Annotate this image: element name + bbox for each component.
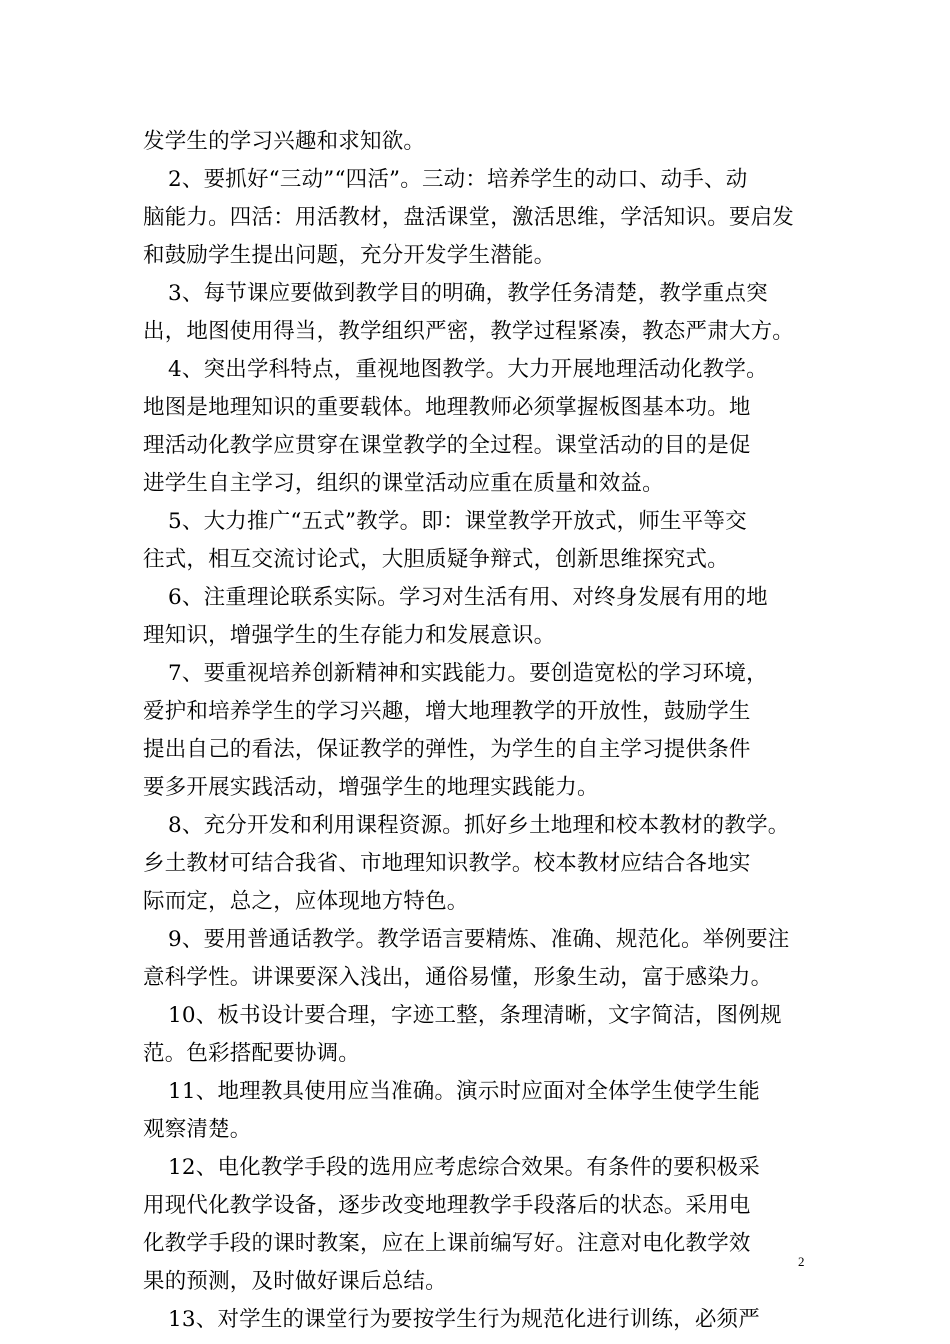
text-line: 5、大力推广“五式”教学。即：课堂教学开放式，师生平等交 bbox=[168, 509, 747, 534]
text-line: 果的预测，及时做好课后总结。 bbox=[143, 1269, 447, 1294]
text-line: 8、充分开发和利用课程资源。抓好乡土地理和校本教材的教学。 bbox=[168, 813, 790, 838]
text-line: 9、要用普通话教学。教学语言要精炼、准确、规范化。举例要注 bbox=[168, 927, 790, 952]
text-line: 3、每节课应要做到教学目的明确，教学任务清楚，教学重点突 bbox=[168, 281, 768, 306]
paragraph-5 bbox=[143, 503, 823, 579]
paragraph-11 bbox=[143, 1073, 823, 1149]
paragraph-8 bbox=[143, 807, 823, 921]
text-line: 爱护和培养学生的学习兴趣，增大地理教学的开放性，鼓励学生 bbox=[143, 699, 751, 724]
text-line: 范。色彩搭配要协调。 bbox=[143, 1041, 361, 1066]
text-line: 提出自己的看法，保证教学的弹性，为学生的自主学习提供条件 bbox=[143, 737, 751, 762]
paragraph-3 bbox=[143, 275, 823, 351]
text-line: 化教学手段的课时教案，应在上课前编写好。注意对电化教学效 bbox=[143, 1231, 751, 1256]
text-line: 和鼓励学生提出问题，充分开发学生潜能。 bbox=[143, 243, 556, 268]
paragraph-13 bbox=[143, 1301, 823, 1339]
paragraph-2 bbox=[143, 161, 823, 275]
text-line: 脑能力。四活：用活教材，盘活课堂，激活思维，学活知识。要启发 bbox=[143, 205, 795, 230]
text-line: 理活动化教学应贯穿在课堂教学的全过程。课堂活动的目的是促 bbox=[143, 433, 751, 458]
text-line: 发学生的学习兴趣和求知欲。 bbox=[143, 129, 426, 154]
text-line: 地图是地理知识的重要载体。地理教师必须掌握板图基本功。地 bbox=[143, 395, 751, 420]
text-line: 意科学性。讲课要深入浅出，通俗易懂，形象生动，富于感染力。 bbox=[143, 965, 773, 990]
text-line: 要多开展实践活动，增强学生的地理实践能力。 bbox=[143, 775, 599, 800]
text-line: 13、对学生的课堂行为要按学生行为规范化进行训练，必须严 bbox=[168, 1307, 760, 1332]
text-line: 6、注重理论联系实际。学习对生活有用、对终身发展有用的地 bbox=[168, 585, 768, 610]
text-line: 2、要抓好“三动”“四活”。三动：培养学生的动口、动手、动 bbox=[168, 167, 748, 192]
text-line: 10、板书设计要合理，字迹工整，条理清晰，文字简洁，图例规 bbox=[168, 1003, 782, 1028]
text-line: 11、地理教具使用应当准确。演示时应面对全体学生使学生能 bbox=[168, 1079, 760, 1104]
text-line: 理知识，增强学生的生存能力和发展意识。 bbox=[143, 623, 556, 648]
text-line: 7、要重视培养创新精神和实践能力。要创造宽松的学习环境， bbox=[168, 661, 768, 686]
paragraph-12 bbox=[143, 1149, 823, 1301]
body-text bbox=[143, 123, 823, 1339]
page-number: 2 bbox=[798, 1254, 805, 1269]
text-line: 用现代化教学设备，逐步改变地理教学手段落后的状态。采用电 bbox=[143, 1193, 751, 1218]
text-line: 际而定，总之，应体现地方特色。 bbox=[143, 889, 469, 914]
text-line: 观察清楚。 bbox=[143, 1117, 252, 1142]
paragraph-9 bbox=[143, 921, 823, 997]
paragraph bbox=[143, 123, 823, 161]
paragraph-10 bbox=[143, 997, 823, 1073]
text-line: 进学生自主学习，组织的课堂活动应重在质量和效益。 bbox=[143, 471, 664, 496]
text-line: 往式，相互交流讨论式，大胆质疑争辩式，创新思维探究式。 bbox=[143, 547, 729, 572]
paragraph-6 bbox=[143, 579, 823, 655]
paragraph-7 bbox=[143, 655, 823, 807]
text-line: 4、突出学科特点，重视地图教学。大力开展地理活动化教学。 bbox=[168, 357, 768, 382]
text-line: 乡土教材可结合我省、市地理知识教学。校本教材应结合各地实 bbox=[143, 851, 751, 876]
text-line: 12、电化教学手段的选用应考虑综合效果。有条件的要积极采 bbox=[168, 1155, 760, 1180]
text-line: 出，地图使用得当，教学组织严密，教学过程紧凑，教态严肃大方。 bbox=[143, 319, 795, 344]
paragraph-4 bbox=[143, 351, 823, 503]
